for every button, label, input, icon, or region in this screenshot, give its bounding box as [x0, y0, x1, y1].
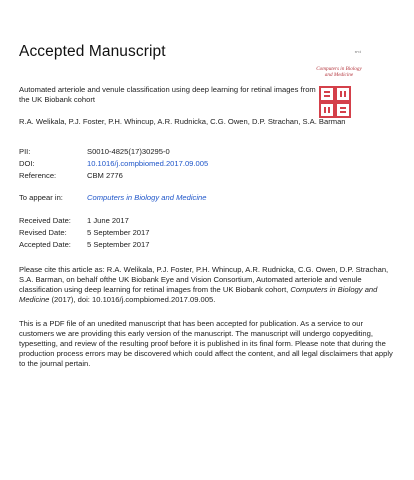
pii-value: S0010-4825(17)30295-0 [87, 147, 170, 156]
journal-link[interactable]: Computers in Biology and Medicine [87, 193, 207, 202]
page-heading: Accepted Manuscript [19, 43, 166, 60]
pii-label: PII: [19, 147, 31, 156]
reference-label: Reference: [19, 171, 57, 180]
doi-label: DOI: [19, 159, 35, 168]
author-list: R.A. Welikala, P.J. Foster, P.H. Whincup, A.R. Rudnicka, C.G. Owen, D.P. Strachan, S.A. Barman [19, 117, 346, 126]
citation-journal: Computers in Biology and Medicine [19, 285, 378, 304]
revised-value: 5 September 2017 [87, 228, 150, 237]
accepted-value: 5 September 2017 [87, 240, 150, 249]
revised-label: Revised Date: [19, 228, 67, 237]
citation-text: Please cite this article as: R.A. Welikala, P.J. Foster, P.H. Whincup, A.R. Rudnicka, C.G. Owen, D.P. Strachan, S.A. Barman, on behalf ofthe UK Biobank Eye and Vision Consortium, Automated arteriole and venule classification using deep learning for retinal images from the UK Biobank cohort, [19, 265, 389, 294]
received-value: 1 June 2017 [87, 216, 129, 225]
received-label: Received Date: [19, 216, 71, 225]
citation-doi: (2017), doi: 10.1016/j.compbiomed.2017.09.005. [49, 295, 216, 304]
appear-label: To appear in: [19, 193, 63, 202]
citation-paragraph [19, 265, 397, 305]
cover-top-tag: n-ct [354, 49, 361, 54]
accepted-label: Accepted Date: [19, 240, 71, 249]
journal-emblem-icon [319, 86, 351, 118]
reference-value: CBM 2776 [87, 171, 123, 180]
article-title: Automated arteriole and venule classification using deep learning for retinal images from the UK Biobank cohort [19, 85, 316, 104]
doi-link[interactable]: 10.1016/j.compbiomed.2017.09.005 [87, 159, 209, 168]
cover-journal-name: Computers in Biology and Medicine [316, 66, 362, 79]
notice-paragraph: This is a PDF file of an unedited manuscript that has been accepted for publication. As a service to our customers we are providing this early version of the manuscript. The manuscript will undergo copyediting, typesetting, and review of the resulting proof before it is published in its final form. Please note that during the production process errors may be discovered which could affect the content, and all legal disclaimers that apply to the journal pertain. [19, 319, 393, 368]
